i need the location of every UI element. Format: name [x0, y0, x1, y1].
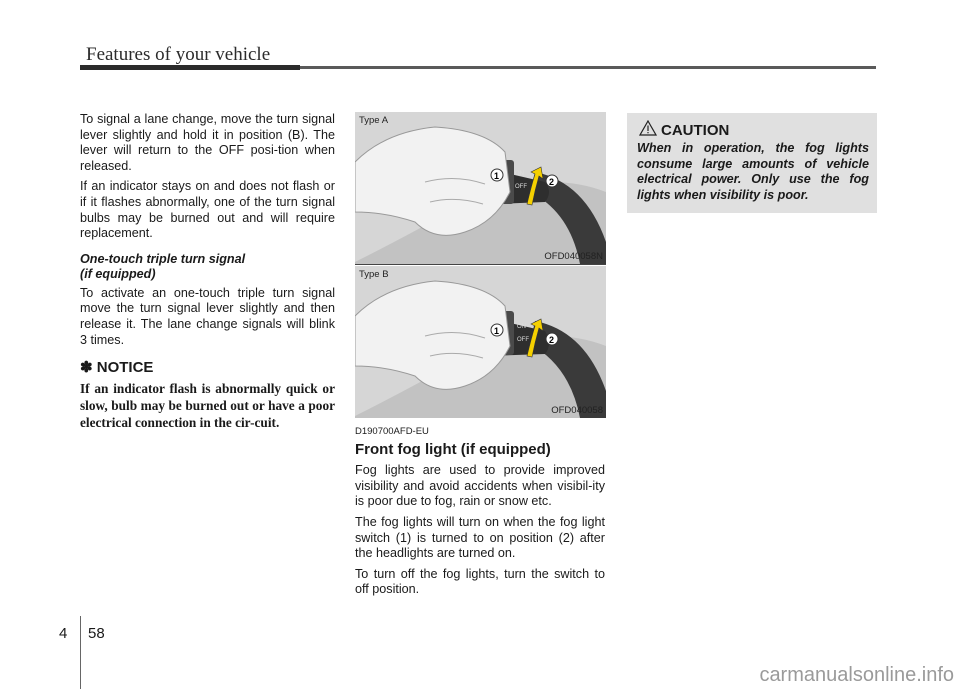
callout-1-label: 1 [494, 326, 500, 336]
notice-body: If an indicator flash is abnormally quick or slow, bulb may be burned out or have a poor electrical connection in the cir-cuit. [80, 380, 335, 430]
figure-type-a [355, 112, 606, 264]
figure-divider [355, 264, 606, 265]
lever-illustration-b [355, 266, 606, 418]
header-title: Features of your vehicle [86, 44, 271, 65]
callout-2-label: 2 [549, 177, 555, 187]
switch-off-label-b: OFF [517, 337, 529, 343]
watermark: carmanualsonline.info [759, 664, 954, 686]
figure-type-b [355, 266, 606, 418]
left-column [80, 112, 335, 431]
paragraph-lane-change: To signal a lane change, move the turn signal lever slightly and hold it in position (B). The lever will return to the OFF posi-tion when released. [80, 112, 335, 173]
section-code: D190700AFD-EU [355, 426, 429, 437]
caution-box [627, 113, 877, 213]
paragraph-fog-on: The fog lights will turn on when the fog light switch (1) is turned to on position (2) after the headlights are turned on. [355, 514, 605, 561]
figure-code: OFD040058N [544, 251, 603, 262]
switch-off-label-a: OFF [515, 184, 527, 190]
caution-title: CAUTION [661, 122, 730, 139]
paragraph-fog-off: To turn off the fog lights, turn the switch to off position. [355, 566, 605, 597]
lever-illustration-a [355, 112, 606, 264]
figure-type-label: Type A [359, 115, 389, 126]
subheading-line-1: One-touch triple turn signal [80, 251, 246, 266]
paragraph-indicator: If an indicator stays on and does not flash or if it flashes abnormally, one of the turn signal bulbs may be burned out and will require replacement. [80, 179, 335, 241]
figure-type-label: Type B [359, 269, 389, 280]
callout-2-label: 2 [549, 335, 555, 345]
paragraph-fog-purpose: Fog lights are used to provide improved visibility and avoid accidents when visibil-ity is poor due to fog, rain or snow etc. [355, 463, 605, 509]
footer-divider [80, 616, 81, 689]
chapter-number: 4 [59, 625, 68, 642]
figure-code: OFD040058 [551, 405, 603, 416]
switch-on-label-a: ON [515, 171, 524, 177]
subheading-line-2: (if equipped) [80, 266, 156, 281]
header-rule-accent [80, 65, 300, 70]
page-number: 58 [88, 625, 105, 642]
caution-body: When in operation, the fog lights consume large amounts of vehicle electrical power. Only use the fog lights when visibility is poor. [637, 141, 869, 202]
section-title: Front fog light (if equipped) [355, 440, 551, 458]
switch-on-label-b: ON [517, 324, 526, 330]
middle-column [355, 424, 605, 603]
paragraph-triple-turn: To activate an one-touch triple turn signal move the turn signal lever slightly and then release it. The lane change signals will blink 3 times. [80, 285, 335, 347]
callout-1-label: 1 [494, 171, 500, 181]
notice-title: ✽ NOTICE [80, 359, 154, 377]
warning-triangle-icon [639, 120, 657, 136]
subheading-triple-turn [80, 252, 335, 282]
